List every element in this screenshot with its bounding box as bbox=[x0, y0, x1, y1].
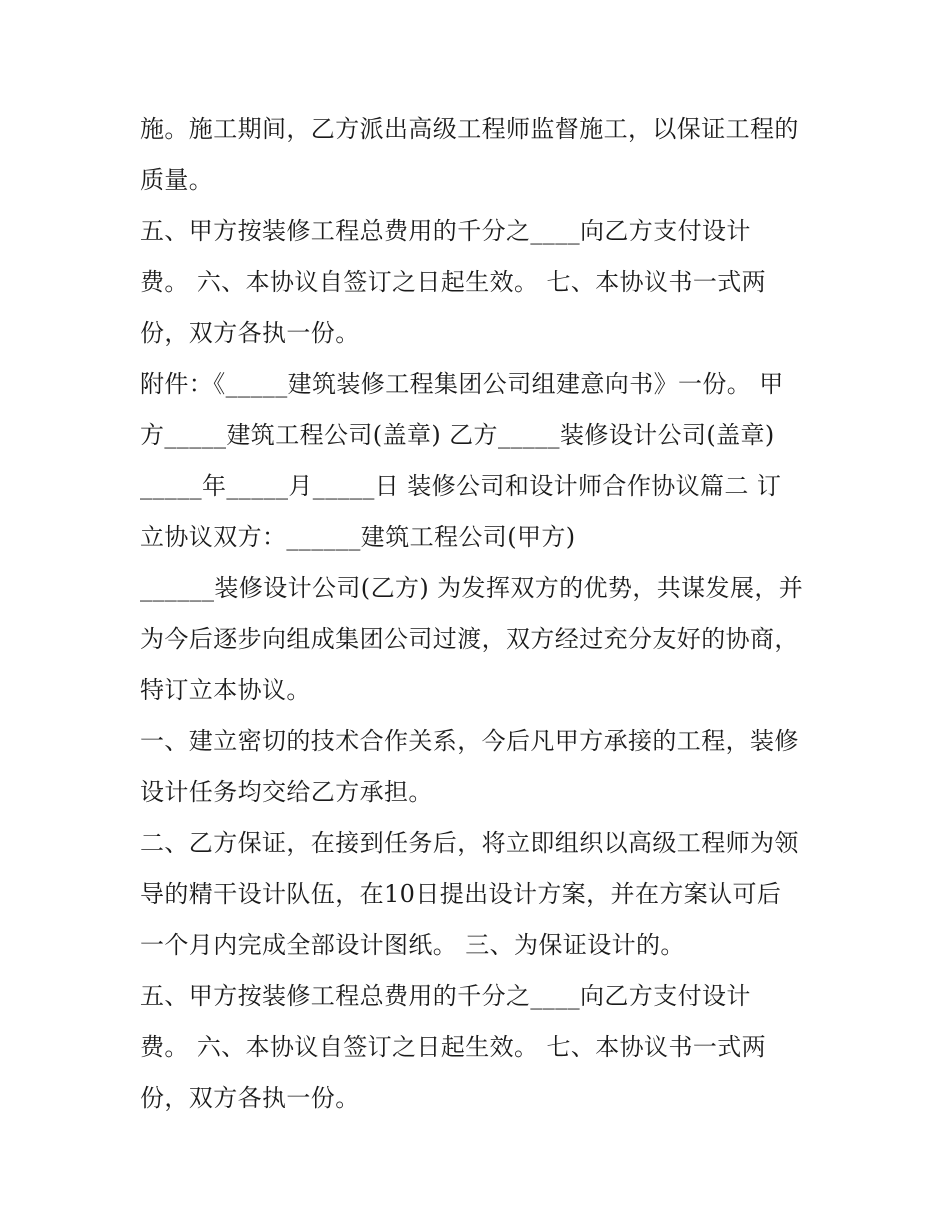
text-line: ______装修设计公司(乙方) 为发挥双方的优势，共谋发展，并 bbox=[140, 574, 804, 602]
text-line: 五、甲方按装修工程总费用的千分之____向乙方支付设计 bbox=[140, 217, 751, 245]
text-line: 费。 六、本协议自签订之日起生效。 七、本协议书一式两 bbox=[140, 1033, 767, 1061]
text-line: 五、甲方按装修工程总费用的千分之____向乙方支付设计 bbox=[140, 982, 751, 1010]
text-line: 份，双方各执一份。 bbox=[140, 1084, 360, 1112]
text-line: 份，双方各执一份。 bbox=[140, 319, 360, 347]
text-line: 质量。 bbox=[140, 166, 214, 194]
text-line: 立协议双方：______建筑工程公司(甲方) bbox=[140, 523, 576, 551]
text-line: 导的精干设计队伍，在10日提出设计方案，并在方案认可后 bbox=[140, 880, 782, 908]
text-line: 费。 六、本协议自签订之日起生效。 七、本协议书一式两 bbox=[140, 268, 767, 296]
text-line: 施。施工期间，乙方派出高级工程师监督施工，以保证工程的 bbox=[140, 115, 799, 143]
text-line: 特订立本协议。 bbox=[140, 676, 311, 704]
text-line: _____年_____月_____日 装修公司和设计师合作协议篇二 订 bbox=[140, 472, 782, 500]
text-line: 一、建立密切的技术合作关系，今后凡甲方承接的工程，装修 bbox=[140, 727, 799, 755]
text-line: 方_____建筑工程公司(盖章) 乙方_____装修设计公司(盖章) bbox=[140, 421, 775, 449]
text-line: 设计任务均交给乙方承担。 bbox=[140, 778, 433, 806]
text-line: 一个月内完成全部设计图纸。 三、为保证设计的。 bbox=[140, 931, 685, 959]
text-line: 附件：《_____建筑装修工程集团公司组建意向书》一份。 甲 bbox=[140, 370, 784, 398]
document-body bbox=[140, 104, 820, 1124]
text-line: 二、乙方保证，在接到任务后，将立即组织以高级工程师为领 bbox=[140, 829, 799, 857]
text-line: 为今后逐步向组成集团公司过渡，双方经过充分友好的协商， bbox=[140, 625, 799, 653]
